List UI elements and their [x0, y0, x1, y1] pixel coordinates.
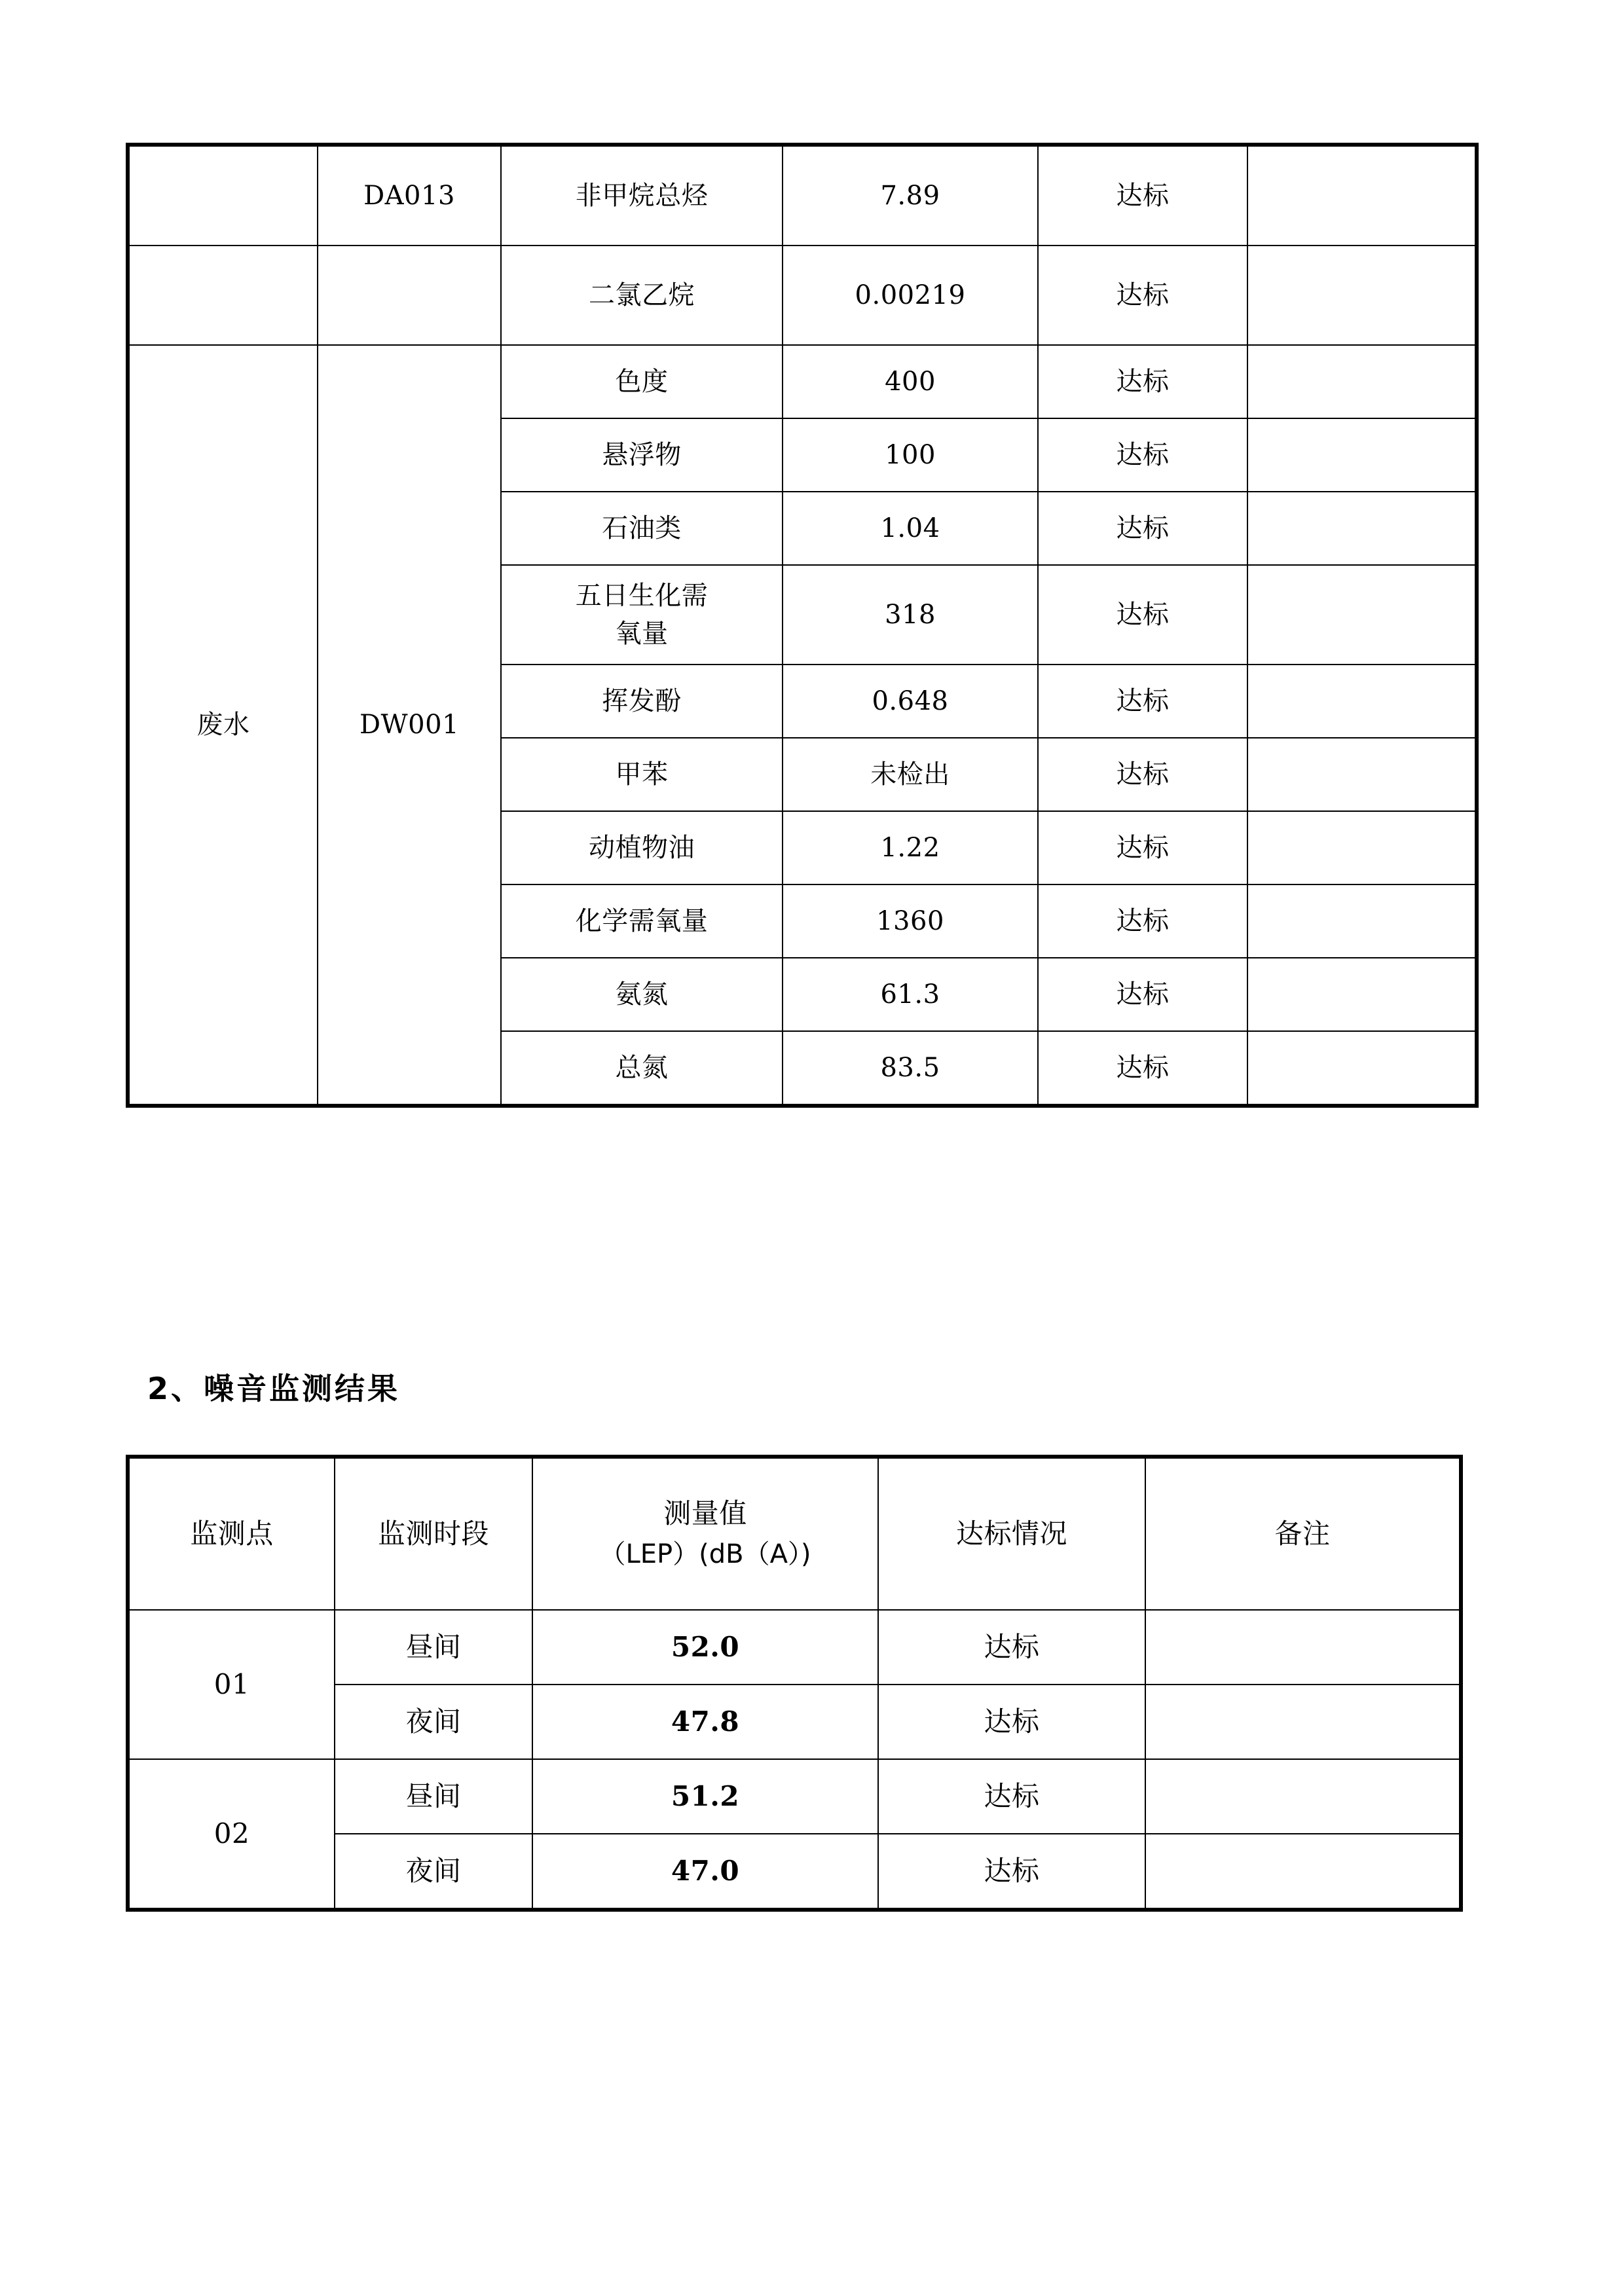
- table-row: [128, 1759, 1461, 1834]
- cell-period: 夜间: [335, 1834, 532, 1910]
- cell-remark: [1247, 565, 1477, 665]
- section-heading-noise: 2、噪音监测结果: [147, 1371, 401, 1406]
- cell-item: 悬浮物: [501, 418, 783, 492]
- cell-status: 达标: [1038, 1031, 1247, 1106]
- cell-value: 1.04: [783, 492, 1038, 565]
- cell-item: 总氮: [501, 1031, 783, 1106]
- table-row: [128, 145, 1477, 246]
- cell-value: 318: [783, 565, 1038, 665]
- cell-status: 达标: [1038, 958, 1247, 1031]
- header-measure-unit: （LEP）(dB（A）): [599, 1539, 811, 1569]
- cell-category: [128, 145, 318, 246]
- cell-remark: [1145, 1610, 1461, 1685]
- cell-value: 7.89: [783, 145, 1038, 246]
- cell-point-dw001: DW001: [318, 345, 501, 1106]
- cell-point: [318, 246, 501, 345]
- cell-status: 达标: [878, 1834, 1145, 1910]
- header-monitor-period: 监测时段: [335, 1457, 532, 1610]
- cell-remark: [1247, 811, 1477, 884]
- cell-item: 动植物油: [501, 811, 783, 884]
- cell-status: 达标: [1038, 145, 1247, 246]
- cell-remark: [1247, 345, 1477, 418]
- cell-value: 未检出: [783, 738, 1038, 811]
- cell-status: 达标: [1038, 738, 1247, 811]
- cell-status: 达标: [1038, 246, 1247, 345]
- cell-status: 达标: [1038, 884, 1247, 958]
- cell-value: 1.22: [783, 811, 1038, 884]
- table-row: [128, 1610, 1461, 1685]
- cell-item: 色度: [501, 345, 783, 418]
- cell-remark: [1145, 1834, 1461, 1910]
- cell-item: 氨氮: [501, 958, 783, 1031]
- table-row: [128, 345, 1477, 418]
- cell-period: 昼间: [335, 1759, 532, 1834]
- cell-value: 1360: [783, 884, 1038, 958]
- cell-remark: [1247, 884, 1477, 958]
- header-measure-line-1: 测量值: [663, 1497, 747, 1530]
- cell-item: 挥发酚: [501, 665, 783, 738]
- header-measured-value: [532, 1457, 878, 1610]
- cell-status: 达标: [1038, 492, 1247, 565]
- cell-status: 达标: [1038, 418, 1247, 492]
- cell-point: DA013: [318, 145, 501, 246]
- cell-remark: [1247, 246, 1477, 345]
- cell-measured-value: 47.8: [532, 1685, 878, 1759]
- cell-value: 100: [783, 418, 1038, 492]
- cell-remark: [1247, 738, 1477, 811]
- header-remark: 备注: [1145, 1457, 1461, 1610]
- header-compliance-status: 达标情况: [878, 1457, 1145, 1610]
- cell-item: 化学需氧量: [501, 884, 783, 958]
- cell-remark: [1247, 418, 1477, 492]
- table-row: [128, 246, 1477, 345]
- cell-status: 达标: [1038, 345, 1247, 418]
- cell-value: 400: [783, 345, 1038, 418]
- cell-monitor-point-01: 01: [128, 1610, 335, 1759]
- cell-item: 石油类: [501, 492, 783, 565]
- noise-results-table: [126, 1455, 1463, 1912]
- cell-status: 达标: [878, 1759, 1145, 1834]
- pollutant-results-table: [126, 143, 1479, 1108]
- cell-status: 达标: [878, 1610, 1145, 1685]
- cell-value: 0.648: [783, 665, 1038, 738]
- cell-remark: [1145, 1759, 1461, 1834]
- cell-period: 昼间: [335, 1610, 532, 1685]
- cell-monitor-point-02: 02: [128, 1759, 335, 1910]
- cell-remark: [1247, 665, 1477, 738]
- cell-status: 达标: [1038, 811, 1247, 884]
- cell-measured-value: 52.0: [532, 1610, 878, 1685]
- cell-item-bod5: [501, 565, 783, 665]
- cell-status: 达标: [878, 1685, 1145, 1759]
- cell-item: 非甲烷总烃: [501, 145, 783, 246]
- cell-status: 达标: [1038, 665, 1247, 738]
- header-monitor-point: 监测点: [128, 1457, 335, 1610]
- cell-remark: [1247, 1031, 1477, 1106]
- cell-remark: [1247, 958, 1477, 1031]
- cell-item: 甲苯: [501, 738, 783, 811]
- cell-value: 0.00219: [783, 246, 1038, 345]
- cell-measured-value: 51.2: [532, 1759, 878, 1834]
- table-header-row: [128, 1457, 1461, 1610]
- cell-remark: [1247, 492, 1477, 565]
- cell-status: 达标: [1038, 565, 1247, 665]
- item-line-2: 氧量: [615, 619, 669, 649]
- cell-remark: [1145, 1685, 1461, 1759]
- cell-category-wastewater: 废水: [128, 345, 318, 1106]
- cell-category: [128, 246, 318, 345]
- cell-remark: [1247, 145, 1477, 246]
- cell-measured-value: 47.0: [532, 1834, 878, 1910]
- cell-value: 61.3: [783, 958, 1038, 1031]
- cell-item: 二氯乙烷: [501, 246, 783, 345]
- cell-value: 83.5: [783, 1031, 1038, 1106]
- cell-period: 夜间: [335, 1685, 532, 1759]
- item-line-1: 五日生化需: [575, 581, 709, 611]
